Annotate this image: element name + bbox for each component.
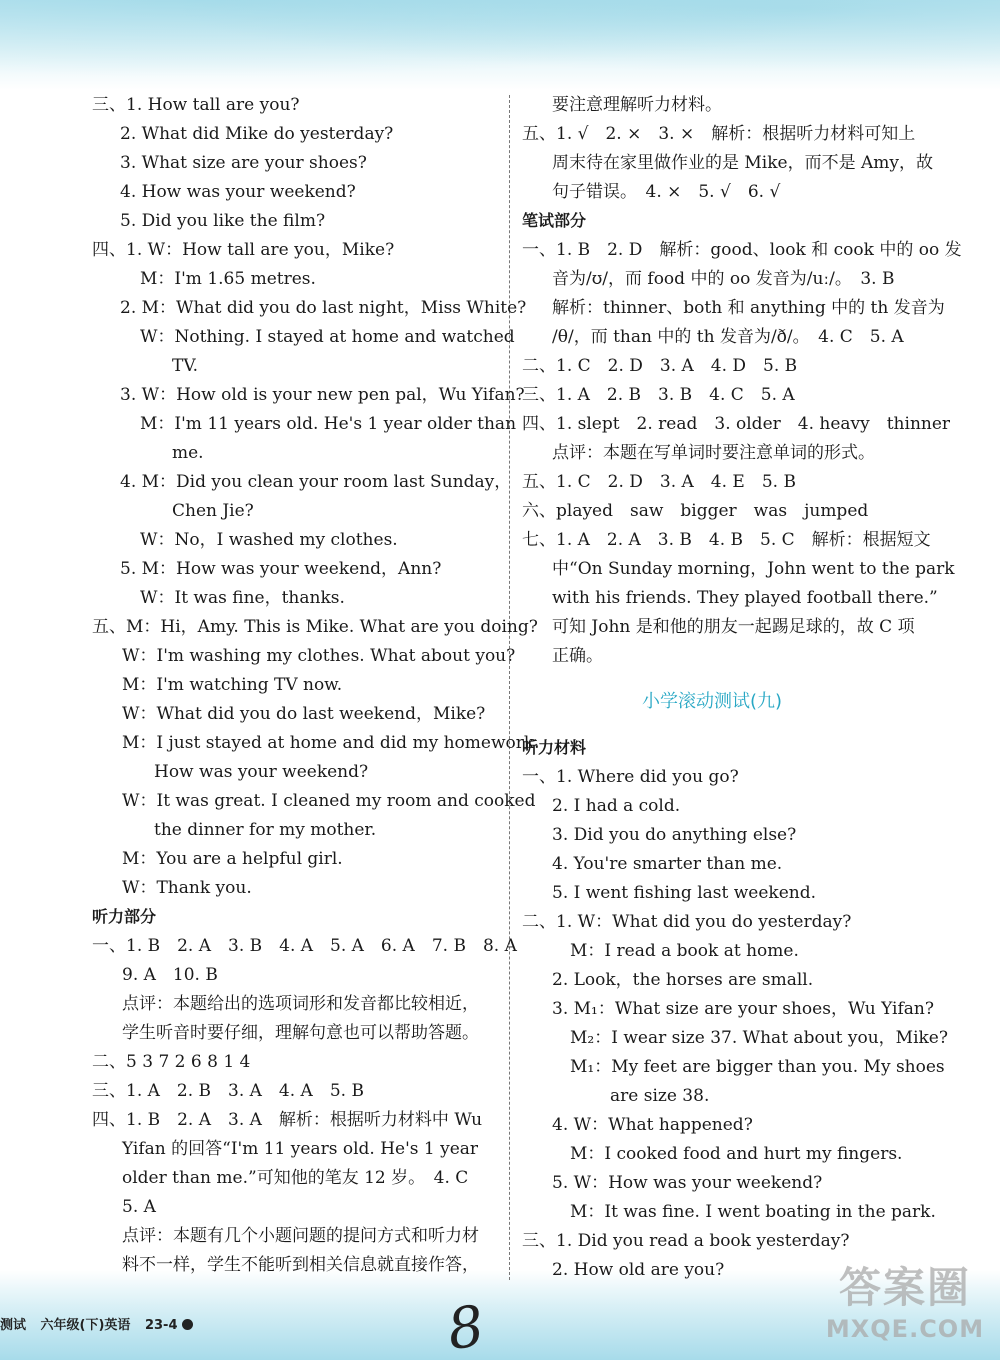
answer-line: 3. Did you do anything else?	[552, 825, 797, 845]
answer-line: 音为/ʊ/，而 food 中的 oo 发音为/uː/。 3. B	[552, 269, 895, 289]
answer-line: with his friends. They played football there.”	[552, 588, 938, 608]
answer-line: 3. M₁：What size are your shoes，Wu Yifan?	[552, 999, 934, 1019]
comment-line: 料不一样，学生不能听到相关信息就直接作答，	[122, 1255, 479, 1275]
comment-line: 学生听音时要仔细，理解句意也可以帮助答题。	[122, 1023, 479, 1043]
answer-line: 2. I had a cold.	[552, 796, 681, 816]
answer-line: M：I cooked food and hurt my fingers.	[570, 1144, 903, 1164]
answer-line: 四、1. slept 2. read 3. older 4. heavy thinner	[522, 414, 951, 434]
handwritten-page-number: 8	[443, 1293, 488, 1363]
answer-line: 正确。	[552, 646, 603, 666]
section-heading-written: 笔试部分	[522, 211, 587, 230]
answer-line: M：You are a helpful girl.	[122, 849, 343, 869]
answer-line: M₁：My feet are bigger than you. My shoes	[570, 1057, 945, 1077]
answer-line: /θ/，而 than 中的 th 发音为/ð/。 4. C 5. A	[552, 327, 904, 347]
answer-line: me.	[172, 443, 204, 463]
answer-line: 5. Did you like the film?	[120, 211, 326, 231]
answer-line: 周末待在家里做作业的是 Mike，而不是 Amy，故	[552, 153, 934, 173]
answer-line: 2. What did Mike do yesterday?	[120, 124, 394, 144]
answer-line: 5. A	[122, 1197, 156, 1217]
answer-line: 七、1. A 2. A 3. B 4. B 5. C 解析：根据短文	[522, 530, 931, 550]
answer-line: 三、1. How tall are you?	[92, 95, 300, 115]
answer-line: 2. M：What did you do last night，Miss White?	[120, 298, 527, 318]
answer-line: M：I'm 11 years old. He's 1 year older than	[140, 414, 517, 434]
answer-line: older than me.”可知他的笔友 12 岁。 4. C	[122, 1168, 469, 1188]
answer-line: 解析：thinner、both 和 anything 中的 th 发音为	[552, 298, 945, 318]
answer-line: 9. A 10. B	[122, 965, 218, 985]
column-divider	[509, 95, 510, 1280]
answer-line: are size 38.	[610, 1086, 710, 1106]
answer-line: M：I just stayed at home and did my homework.	[122, 733, 540, 753]
answer-line: W：It was fine，thanks.	[140, 588, 345, 608]
answer-line: 五、1. C 2. D 3. A 4. E 5. B	[522, 472, 796, 492]
answer-line: 一、1. B 2. D 解析：good、look 和 cook 中的 oo 发	[522, 240, 962, 260]
section-heading-listening: 听力部分	[92, 907, 157, 926]
answer-line: 4. M：Did you clean your room last Sunday，	[120, 472, 512, 492]
answer-line: 5. M：How was your weekend，Ann?	[120, 559, 442, 579]
watermark-logo	[820, 1255, 990, 1350]
answer-line: 句子错误。 4. × 5. √ 6. √	[552, 182, 781, 202]
footer-label: 测试	[0, 1318, 27, 1333]
answer-line: 2. How old are you?	[552, 1260, 725, 1280]
answer-line: 一、1. Where did you go?	[522, 767, 739, 787]
answer-line: 二、1. W：What did you do yesterday?	[522, 912, 852, 932]
answer-line: M：I'm watching TV now.	[122, 675, 343, 695]
answer-line: How was your weekend?	[154, 762, 369, 782]
answer-line: 五、M：Hi，Amy. This is Mike. What are you doing?	[92, 617, 538, 637]
answer-line: 4. How was your weekend?	[120, 182, 356, 202]
answer-line: M：I'm 1.65 metres.	[140, 269, 316, 289]
answer-line: 三、1. Did you read a book yesterday?	[522, 1231, 850, 1251]
answer-line: 要注意理解听力材料。	[552, 95, 722, 115]
answer-line: 一、1. B 2. A 3. B 4. A 5. A 6. A 7. B 8. A	[92, 936, 517, 956]
answer-line: 4. W：What happened?	[552, 1115, 753, 1135]
answer-line: 2. Look，the horses are small.	[552, 970, 814, 990]
answer-line: 4. You're smarter than me.	[552, 854, 783, 874]
test-section-title: 小学滚动测试(九)	[642, 691, 783, 712]
answer-line: W：Nothing. I stayed at home and watched	[140, 327, 515, 347]
answer-line: 二、5 3 7 2 6 8 1 4	[92, 1052, 251, 1072]
answer-line: 四、1. W：How tall are you，Mike?	[92, 240, 395, 260]
watermark-text: 答案圈	[838, 1263, 971, 1312]
answer-line: 六、played saw bigger was jumped	[522, 501, 869, 521]
answer-line: W：No，I washed my clothes.	[140, 530, 398, 550]
answer-line: 5. I went fishing last weekend.	[552, 883, 817, 903]
answer-line: W：Thank you.	[122, 878, 252, 898]
watermark-url: MXQE.COM	[825, 1315, 985, 1343]
answer-line: 3. W：How old is your new pen pal，Wu Yifan?	[120, 385, 525, 405]
page-footer	[0, 1314, 193, 1333]
answer-line: 中“On Sunday morning，John went to the park	[552, 559, 955, 579]
answer-line: the dinner for my mother.	[154, 820, 377, 840]
answer-line: 5. W：How was your weekend?	[552, 1173, 823, 1193]
answer-line: 可知 John 是和他的朋友一起踢足球的，故 C 项	[552, 617, 915, 637]
footer-code: 23-4	[144, 1318, 178, 1333]
section-heading-listening-material: 听力材料	[522, 738, 587, 757]
comment-line: 点评：本题在写单词时要注意单词的形式。	[552, 443, 875, 463]
answer-line: 三、1. A 2. B 3. A 4. A 5. B	[92, 1081, 364, 1101]
answer-line: 五、1. √ 2. × 3. × 解析：根据听力材料可知上	[522, 124, 916, 144]
answer-line: 三、1. A 2. B 3. B 4. C 5. A	[522, 385, 795, 405]
answer-line: W：I'm washing my clothes. What about you?	[122, 646, 516, 666]
answer-line: M₂：I wear size 37. What about you，Mike?	[570, 1028, 948, 1048]
answer-line: Yifan 的回答“I'm 11 years old. He's 1 year	[122, 1139, 479, 1159]
footer-grade: 六年级(下)英语	[40, 1318, 131, 1333]
comment-line: 点评：本题有几个小题问题的提问方式和听力材	[122, 1226, 479, 1246]
top-decorative-band	[0, 0, 1000, 90]
comment-line: 点评：本题给出的选项词形和发音都比较相近，	[122, 994, 479, 1014]
answer-line: W：What did you do last weekend，Mike?	[122, 704, 486, 724]
answer-line: M：It was fine. I went boating in the park.	[570, 1202, 936, 1222]
answer-line: Chen Jie?	[172, 501, 254, 521]
answer-line: 二、1. C 2. D 3. A 4. D 5. B	[522, 356, 798, 376]
answer-line: M：I read a book at home.	[570, 941, 799, 961]
bullet-icon	[182, 1319, 193, 1330]
answer-line: 四、1. B 2. A 3. A 解析：根据听力材料中 Wu	[92, 1110, 483, 1130]
answer-line: 3. What size are your shoes?	[120, 153, 367, 173]
answer-line: TV.	[172, 356, 199, 376]
answer-line: W：It was great. I cleaned my room and cooked	[122, 791, 536, 811]
